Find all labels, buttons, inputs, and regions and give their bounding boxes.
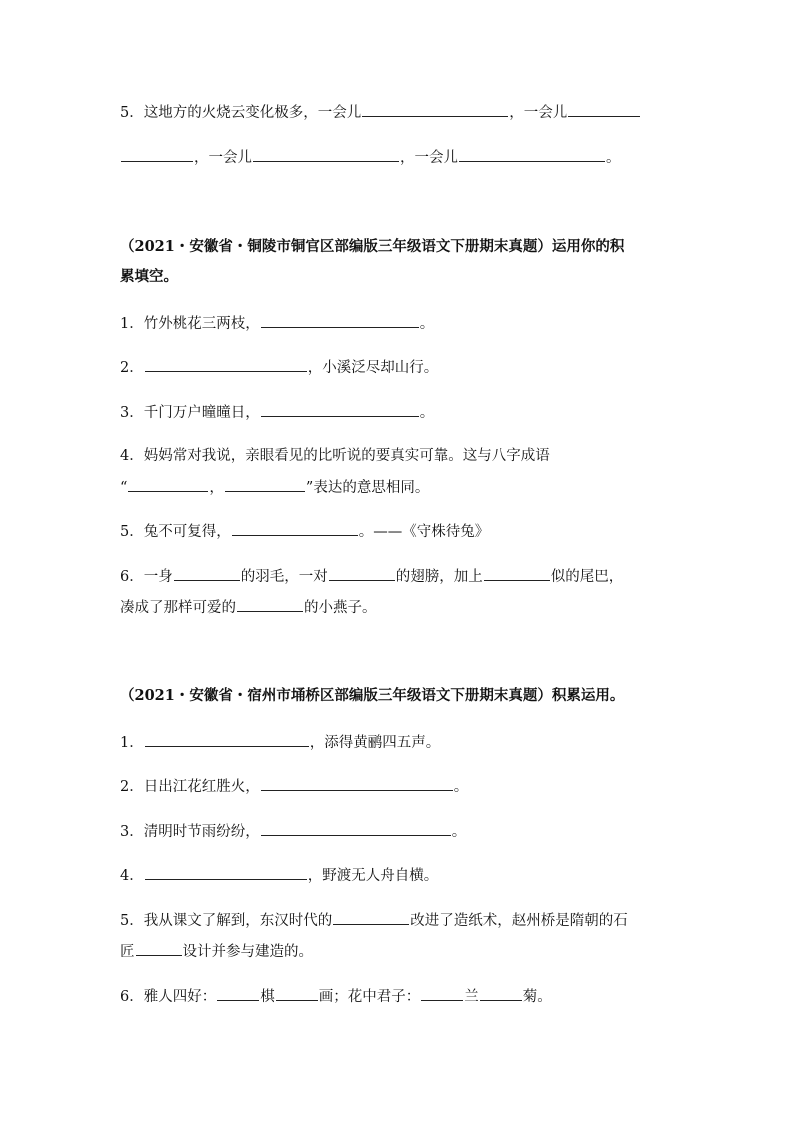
s1-q3-text-a: 3．千门万户曈曈日，	[120, 405, 260, 421]
s2-q5-text-b: 改进了造纸术，赵州桥是隋朝的石	[410, 913, 628, 929]
s1-q6-text-e: 凑成了那样可爱的	[120, 600, 236, 616]
s1-q6-line2	[120, 597, 377, 618]
answer-blank[interactable]	[421, 986, 463, 1001]
prev-q5-text-e: 。	[606, 150, 621, 166]
answer-blank[interactable]	[145, 357, 307, 372]
s1-q2	[120, 357, 438, 378]
prev-q5-text-d: ，一会儿	[400, 150, 458, 166]
s2-q6	[120, 986, 552, 1007]
s2-q5-text-c: 匠	[120, 944, 135, 960]
answer-blank[interactable]	[261, 313, 419, 328]
s2-q4	[120, 865, 438, 886]
s1-q4-text-b: ，	[209, 480, 224, 496]
s2-q3	[120, 821, 466, 842]
answer-blank[interactable]	[121, 147, 193, 162]
section1-heading-line1: （2021・安徽省・铜陵市铜官区部编版三年级语文下册期末真题）运用你的积	[120, 238, 625, 255]
s2-q1-text-a: 1．	[120, 735, 144, 751]
s2-q5-text-a: 5．我从课文了解到，东汉时代的	[120, 913, 333, 929]
s2-q4-text-a: 4．	[120, 868, 144, 884]
s2-q6-text-a: 6．雅人四好：	[120, 989, 217, 1005]
prev-q5-line2	[120, 147, 621, 168]
s2-q5-line2	[120, 941, 313, 962]
s1-q6-text-a: 6．一身	[120, 569, 173, 585]
s1-q1-text-b: 。	[419, 316, 435, 332]
s1-q3-text-b: 。	[419, 405, 435, 421]
s1-q2-text-a: 2．	[120, 360, 144, 376]
s1-q4-line2	[120, 477, 429, 498]
s2-q6-text-d: 兰	[464, 989, 479, 1005]
s1-q6-text-c: 的翅膀，加上	[395, 569, 483, 585]
s1-q2-text-b: ，小溪泛尽却山行。	[307, 360, 439, 376]
s2-q5-line1	[120, 910, 628, 931]
answer-blank[interactable]	[145, 732, 309, 747]
s2-q1-text-b: ，添得黄鹂四五声。	[309, 735, 441, 751]
s1-q6-text-f: 的小燕子。	[304, 600, 377, 616]
s1-q4-line1: 4．妈妈常对我说，亲眼看见的比听说的要真实可靠。这与八字成语	[120, 448, 550, 464]
prev-q5-text-a: 5．这地方的火烧云变化极多，一会儿	[120, 105, 362, 121]
s1-q5	[120, 521, 489, 542]
s1-q3	[120, 402, 434, 423]
s1-q5-text-a: 5．兔不可复得，	[120, 524, 231, 540]
s1-q5-text-b: 。——《守株待兔》	[358, 524, 490, 540]
answer-blank[interactable]	[174, 566, 240, 581]
s2-q6-text-b: 棋	[260, 989, 275, 1005]
section2-heading: （2021・安徽省・宿州市埇桥区部编版三年级语文下册期末真题）积累运用。	[120, 687, 625, 704]
s1-q6-text-d: 似的尾巴，	[550, 569, 624, 585]
answer-blank[interactable]	[362, 102, 508, 117]
s1-q6-line1	[120, 566, 623, 587]
s2-q6-text-e: 菊。	[522, 989, 552, 1005]
s1-q1-text-a: 1．竹外桃花三两枝，	[120, 316, 260, 332]
answer-blank[interactable]	[333, 910, 409, 925]
s2-q6-text-c: 画；花中君子：	[318, 989, 421, 1005]
s2-q3-text-b: 。	[451, 824, 467, 840]
answer-blank[interactable]	[128, 477, 208, 492]
s1-q4-text-a: “	[120, 480, 128, 496]
s2-q1	[120, 732, 440, 753]
s1-q6-text-b: 的羽毛，一对	[240, 569, 328, 585]
s2-q2	[120, 776, 468, 797]
s1-q4-text-c: ”表达的意思相同。	[305, 480, 430, 496]
answer-blank[interactable]	[276, 986, 318, 1001]
answer-blank[interactable]	[459, 147, 605, 162]
answer-blank[interactable]	[225, 477, 305, 492]
answer-blank[interactable]	[253, 147, 399, 162]
answer-blank[interactable]	[484, 566, 550, 581]
answer-blank[interactable]	[568, 102, 640, 117]
section1-heading-line2: 累填空。	[120, 268, 178, 285]
prev-q5-text-b: ，一会儿	[509, 105, 568, 121]
s2-q2-text-b: 。	[453, 779, 469, 795]
answer-blank[interactable]	[261, 821, 451, 836]
s1-q1	[120, 313, 434, 334]
answer-blank[interactable]	[136, 941, 182, 956]
answer-blank[interactable]	[217, 986, 259, 1001]
answer-blank[interactable]	[237, 597, 303, 612]
s2-q4-text-b: ，野渡无人舟自横。	[307, 868, 439, 884]
answer-blank[interactable]	[261, 776, 453, 791]
prev-q5-line1	[120, 102, 641, 123]
answer-blank[interactable]	[480, 986, 522, 1001]
s2-q5-text-d: 设计并参与建造的。	[182, 944, 313, 960]
answer-blank[interactable]	[145, 865, 307, 880]
answer-blank[interactable]	[329, 566, 395, 581]
prev-q5-text-c: ，一会儿	[194, 150, 252, 166]
answer-blank[interactable]	[232, 521, 358, 536]
s2-q3-text-a: 3．清明时节雨纷纷，	[120, 824, 260, 840]
s2-q2-text-a: 2．日出江花红胜火，	[120, 779, 260, 795]
answer-blank[interactable]	[261, 402, 419, 417]
